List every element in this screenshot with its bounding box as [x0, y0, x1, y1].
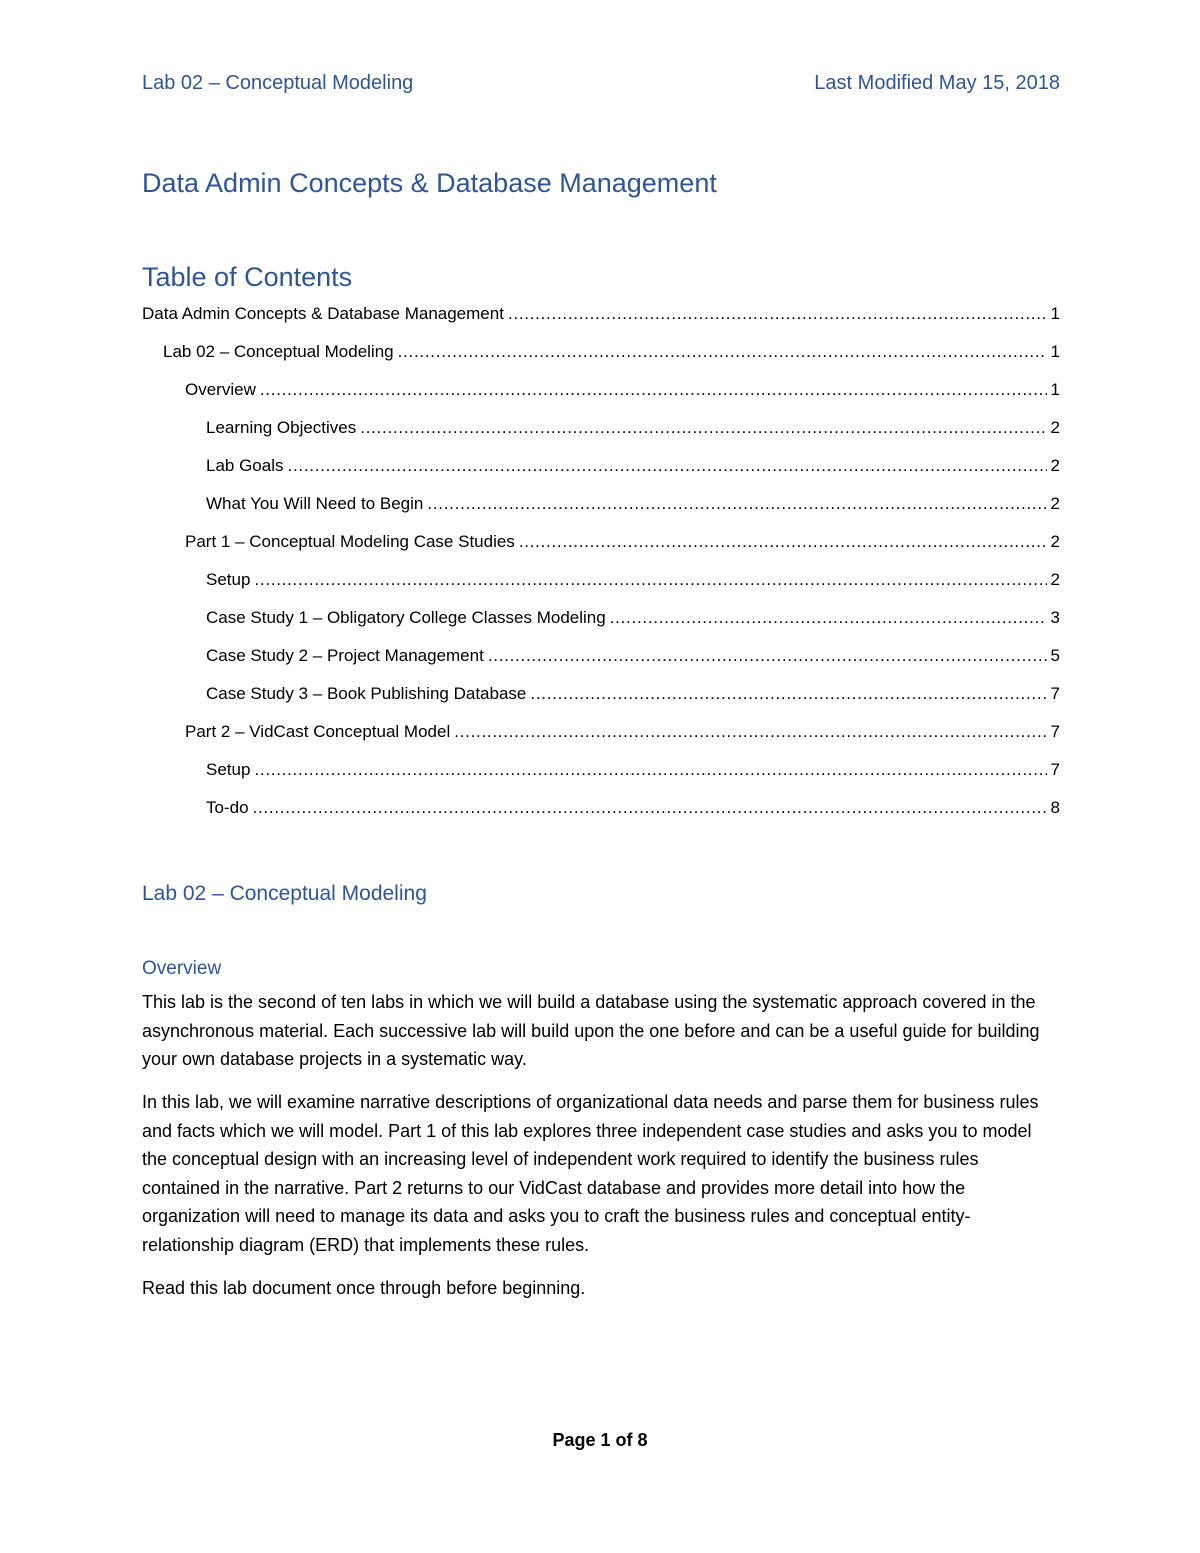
overview-paragraph-2: In this lab, we will examine narrative descriptions of organizational data needs and parse them for business rules and facts which we will model. Part 1 of this lab explores three independent case studies and asks you to model the conceptual design with an increasing level of independent work required to identify the business rules contained in the narrative. Part 2 returns to our VidCast database and provides more detail into how the organization will need to manage its data and asks you to craft the business rules and conceptual entity-relationship diagram (ERD) that implements these rules. — [142, 1092, 1039, 1255]
toc-entry-text: What You Will Need to Begin — [206, 494, 424, 513]
toc-entry[interactable] — [142, 416, 1060, 454]
toc-entry-page-number: 3 — [1050, 608, 1060, 627]
toc-entry-text: Data Admin Concepts & Database Management — [142, 304, 504, 323]
toc-entry-text: Learning Objectives — [206, 418, 357, 437]
toc-entry[interactable] — [142, 796, 1060, 834]
toc-entry-page-number: 8 — [1050, 798, 1060, 817]
toc-entry[interactable] — [142, 720, 1060, 758]
toc-entry-text: Setup — [206, 570, 251, 589]
toc-entry-page-number: 1 — [1050, 304, 1060, 323]
toc-dot-leader — [288, 454, 1047, 478]
header-lab-title: Lab 02 – Conceptual Modeling — [142, 72, 414, 94]
toc-dot-leader — [454, 720, 1046, 744]
toc-entry-page-number: 7 — [1050, 684, 1060, 703]
toc-heading: Table of Contents — [142, 262, 353, 292]
toc-entry-text: Overview — [185, 380, 256, 399]
page-header — [142, 72, 1060, 95]
toc-dot-leader — [254, 758, 1046, 782]
toc-entry-page-number: 2 — [1050, 570, 1060, 589]
toc-entry[interactable] — [142, 302, 1060, 340]
overview-paragraph-1: This lab is the second of ten labs in which we will build a database using the systematic approach covered in the asynchronous material. Each successive lab will build upon the one before and can be a useful guide for building your own database projects in a systematic way. — [142, 992, 1040, 1069]
toc-entry-page-number: 1 — [1050, 380, 1060, 399]
toc-entry[interactable] — [142, 682, 1060, 720]
toc-entry-text: Setup — [206, 760, 251, 779]
toc-entry[interactable] — [142, 454, 1060, 492]
toc-entry[interactable] — [142, 644, 1060, 682]
toc-dot-leader — [398, 340, 1047, 364]
footer-page-total: 8 — [637, 1430, 648, 1450]
table-of-contents — [142, 302, 1060, 834]
document-title: Data Admin Concepts & Database Management — [142, 168, 717, 198]
page-footer — [0, 1430, 1200, 1451]
toc-entry-text: Part 2 – VidCast Conceptual Model — [185, 722, 451, 741]
overview-heading: Overview — [142, 958, 222, 979]
toc-dot-leader — [530, 682, 1046, 706]
toc-dot-leader — [519, 530, 1047, 554]
toc-dot-leader — [253, 796, 1047, 820]
toc-entry-text: Case Study 1 – Obligatory College Classes Modeling — [206, 608, 606, 627]
toc-entry-text: Case Study 3 – Book Publishing Database — [206, 684, 527, 703]
toc-entry-page-number: 7 — [1050, 760, 1060, 779]
footer-page-current: 1 — [600, 1430, 611, 1450]
toc-entry[interactable] — [142, 492, 1060, 530]
toc-entry-page-number: 2 — [1050, 418, 1060, 437]
overview-paragraph-3: Read this lab document once through before beginning. — [142, 1278, 586, 1298]
toc-entry-page-number: 2 — [1050, 532, 1060, 551]
toc-dot-leader — [610, 606, 1047, 630]
toc-entry-text: To-do — [206, 798, 249, 817]
toc-entry[interactable] — [142, 606, 1060, 644]
toc-entry[interactable] — [142, 568, 1060, 606]
toc-entry-page-number: 2 — [1050, 456, 1060, 475]
toc-entry-page-number: 7 — [1050, 722, 1060, 741]
toc-entry[interactable] — [142, 758, 1060, 796]
toc-entry-page-number: 5 — [1050, 646, 1060, 665]
toc-dot-leader — [254, 568, 1046, 592]
footer-page-label: Page — [552, 1430, 596, 1450]
header-last-modified: Last Modified May 15, 2018 — [814, 72, 1060, 94]
toc-dot-leader — [260, 378, 1047, 402]
toc-entry[interactable] — [142, 340, 1060, 378]
toc-entry-page-number: 2 — [1050, 494, 1060, 513]
toc-entry-text: Lab 02 – Conceptual Modeling — [163, 342, 394, 361]
toc-entry-text: Case Study 2 – Project Management — [206, 646, 484, 665]
toc-dot-leader — [360, 416, 1046, 440]
toc-entry-text: Lab Goals — [206, 456, 284, 475]
toc-dot-leader — [488, 644, 1047, 668]
toc-dot-leader — [427, 492, 1046, 516]
toc-entry-page-number: 1 — [1050, 342, 1060, 361]
section-heading: Lab 02 – Conceptual Modeling — [142, 882, 427, 905]
toc-entry[interactable] — [142, 530, 1060, 568]
toc-entry-text: Part 1 – Conceptual Modeling Case Studies — [185, 532, 515, 551]
toc-dot-leader — [508, 302, 1047, 326]
toc-entry[interactable] — [142, 378, 1060, 416]
footer-page-of: of — [615, 1430, 633, 1450]
